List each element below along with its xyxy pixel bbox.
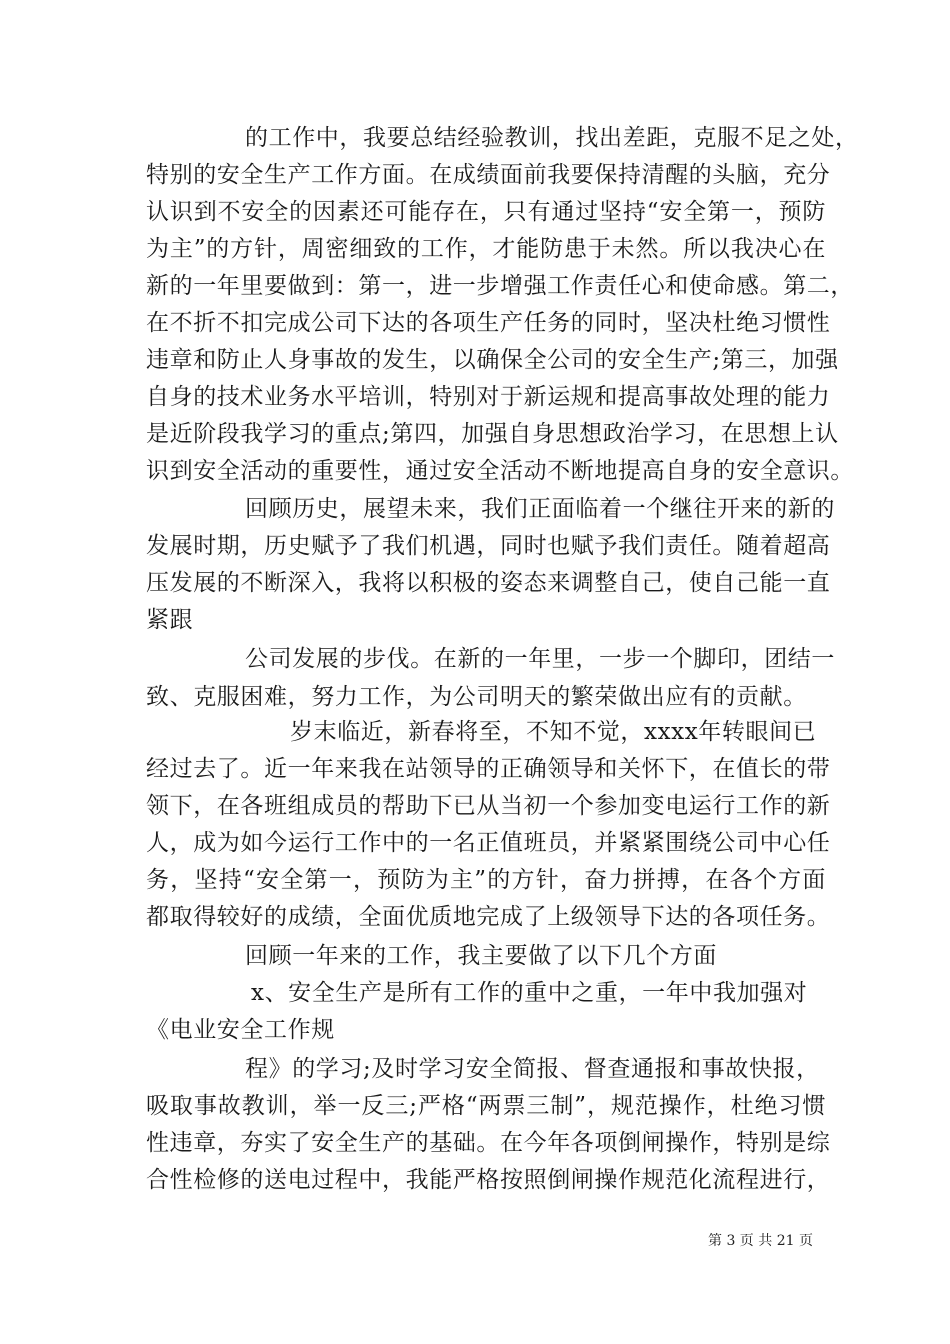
text-line: 领下，在各班组成员的帮助下已从当初一个参加变电运行工作的新	[146, 793, 831, 819]
text-line: 压发展的不断深入，我将以积极的姿态来调整自己，使自己能一直	[146, 570, 831, 596]
text-line: x、安全生产是所有工作的重中之重，一年中我加强对	[251, 980, 808, 1006]
text-line: 吸取事故教训，举一反三;严格“两票三制”，规范操作，杜绝习惯	[146, 1093, 826, 1119]
text-line: 性违章，夯实了安全生产的基础。在今年各项倒闸操作，特别是综	[146, 1130, 831, 1156]
text-line: 回顾一年来的工作，我主要做了以下几个方面	[245, 943, 717, 969]
text-line: 都取得较好的成绩，全面优质地完成了上级领导下达的各项任务。	[146, 904, 831, 930]
text-line: 合性检修的送电过程中，我能严格按照倒闸操作规范化流程进行，	[146, 1167, 831, 1193]
text-line: 程》的学习;及时学习安全简报、督查通报和事故快报，	[245, 1056, 820, 1082]
text-line: 紧跟	[146, 607, 194, 633]
text-line: 《电业安全工作规	[146, 1017, 335, 1043]
text-line: 务，坚持“安全第一，预防为主”的方针，奋力拼搏，在各个方面	[146, 867, 826, 893]
text-line: 的工作中，我要总结经验教训，找出差距，克服不足之处，	[245, 125, 859, 151]
text-line: 为主”的方针，周密细致的工作，才能防患于未然。所以我决心在	[146, 236, 826, 262]
text-line: 特别的安全生产工作方面。在成绩面前我要保持清醒的头脑，充分	[146, 162, 831, 188]
text-line: 自身的技术业务水平培训，特别对于新运规和提高事故处理的能力	[146, 384, 831, 410]
text-line: 新的一年里要做到：第一，进一步增强工作责任心和使命感。第二，	[146, 273, 854, 299]
text-line: 违章和防止人身事故的发生，以确保全公司的安全生产;第三，加强	[146, 347, 839, 373]
text-line: 人，成为如今运行工作中的一名正值班员，并紧紧围绕公司中心任	[146, 830, 831, 856]
text-line: 经过去了。近一年来我在站领导的正确领导和关怀下，在值长的带	[146, 756, 831, 782]
page-number-footer: 第 3 页 共 21 页	[708, 1233, 813, 1249]
text-line: 岁末临近，新春将至，不知不觉，xxxx年转眼间已	[290, 719, 817, 745]
text-line: 致、克服困难，努力工作，为公司明天的繁荣做出应有的贡献。	[146, 684, 807, 710]
text-line: 公司发展的步伐。在新的一年里，一步一个脚印，团结一	[245, 646, 835, 672]
text-line: 回顾历史，展望未来，我们正面临着一个继往开来的新的	[245, 496, 835, 522]
text-line: 识到安全活动的重要性，通过安全活动不断地提高自身的安全意识。	[146, 458, 854, 484]
text-line: 发展时期，历史赋予了我们机遇，同时也赋予我们责任。随着超高	[146, 533, 831, 559]
text-line: 是近阶段我学习的重点;第四，加强自身思想政治学习，在思想上认	[146, 421, 839, 447]
text-line: 认识到不安全的因素还可能存在，只有通过坚持“安全第一，预防	[146, 199, 826, 225]
text-line: 在不折不扣完成公司下达的各项生产任务的同时，坚决杜绝习惯性	[146, 310, 831, 336]
